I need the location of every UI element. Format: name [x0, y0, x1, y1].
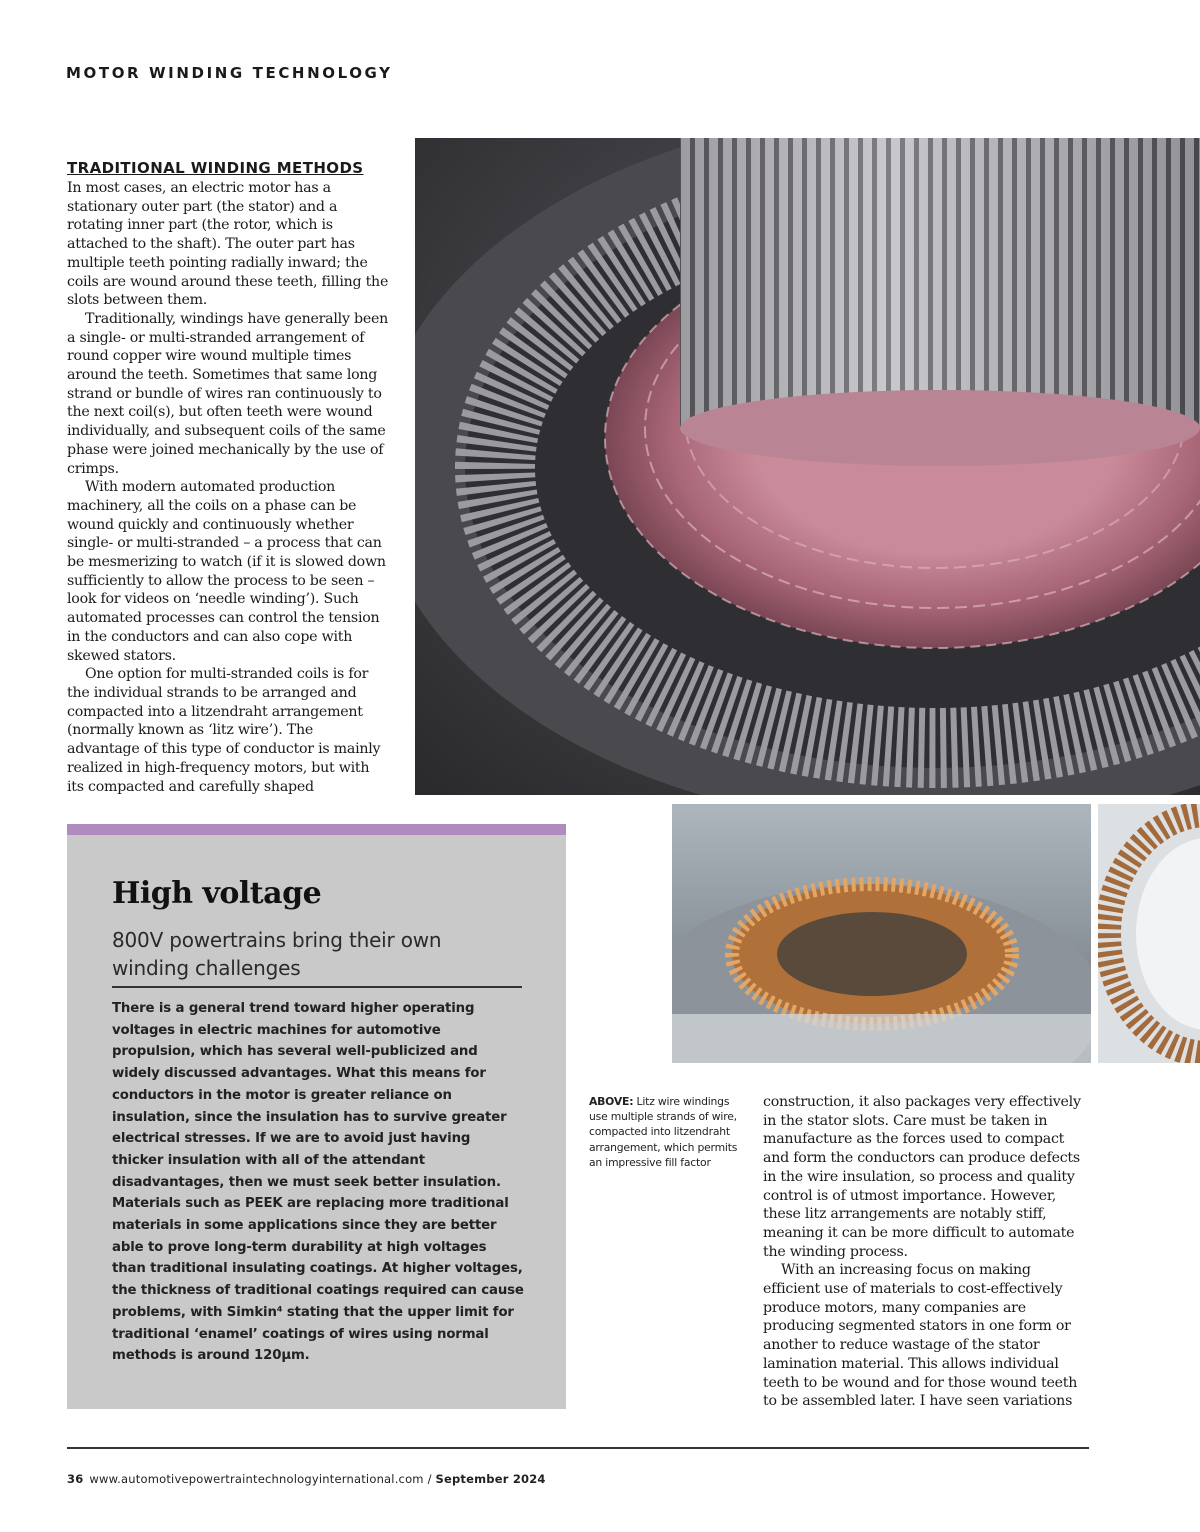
article-subheading: TRADITIONAL WINDING METHODS [67, 159, 364, 177]
footer-url[interactable]: www.automotivepowertraintechnologyinternational.com [89, 1472, 424, 1486]
sidebar-accent-bar [67, 824, 566, 835]
sidebar-title: High voltage [112, 876, 322, 911]
footer-divider [67, 1447, 1089, 1449]
stator-detail-photo [1098, 804, 1200, 1063]
page-number: 36 [67, 1472, 84, 1486]
article-paragraph: Traditionally, windings have generally been a single- or multi-stranded arrangement of round copper wire wound multiple times around the teeth. Sometimes that same long strand or bundle of wires ran continuously to the next coil(s), but often teeth were wound individually, and subsequent coils of the same phase were joined mechanically by the use of crimps. [67, 310, 389, 477]
article-paragraph: One option for multi-stranded coils is for the individual strands to be arranged and compacted into a litzendraht arrangement (normally known as ‘litz wire’). The advantage of this type of conductor is mainly realized in high-frequency motors, but with its compacted and carefully shaped [67, 666, 381, 795]
litz-wire-stator-illustration [672, 804, 1091, 1063]
article-paragraph: With an increasing focus on making efficient use of materials to cost-effectively produce motors, many companies are producing segmented stators in one form or another to reduce wastage of the stator lamination material. This allows individual teeth to be wound and for those wound teeth to be assembled later. I have seen variations [763, 1262, 1078, 1410]
article-column-left [67, 158, 389, 796]
section-header: MOTOR WINDING TECHNOLOGY [66, 64, 393, 82]
sidebar-body: There is a general trend toward higher operating voltages in electric machines for automotive propulsion, which has several well-publicized and widely discussed advantages. What this means for conductors in the motor is greater reliance on insulation, since the insulation has to survive greater electrical stresses. If we are to avoid just having thicker insulation with all of the attendant disadvantages, then we must seek better insulation. Materials such as PEEK are replacing more traditional materials in some applications since they are better able to prove long-term durability at high voltages than traditional insulating coatings. At higher voltages, the thickness of traditional coatings required can cause problems, with Simkin⁴ stating that the upper limit for traditional ‘enamel’ coatings of wires using normal methods is around 120μm. [112, 1001, 524, 1364]
issue-date: September 2024 [435, 1472, 546, 1486]
litz-wire-stator-photo [672, 804, 1091, 1063]
sidebar-divider [112, 986, 522, 988]
photo-caption [589, 1094, 749, 1170]
article-column-right [763, 1093, 1089, 1411]
stator-detail-illustration [1098, 804, 1200, 1063]
caption-label: ABOVE: [589, 1095, 634, 1108]
stator-windings-illustration [415, 138, 1200, 795]
sidebar-standfirst: 800V powertrains bring their own winding challenges [112, 928, 442, 980]
caption-text: Litz wire windings use multiple strands of wire, compacted into litzendraht arrangement, which permits an impressive fill factor [589, 1095, 738, 1169]
footer-separator: / [423, 1472, 436, 1486]
article-paragraph: construction, it also packages very effectively in the stator slots. Care must be taken in manufacture as the forces used to compact and form the conductors can produce defects in the wire insulation, so process and quality control is of utmost importance. However, these litz arrangements are notably stiff, meaning it can be more difficult to automate the winding process. [763, 1094, 1081, 1260]
stator-windings-photo [415, 138, 1200, 795]
page-footer [67, 1472, 546, 1486]
article-paragraph: With modern automated production machinery, all the coils on a phase can be wound quickly and continuously whether single- or multi-stranded – a process that can be mesmerizing to watch (if it is slowed down sufficiently to allow the process to be seen – look for videos on ‘needle winding’). Such automated processes can control the tension in the conductors and can also cope with skewed stators. [67, 479, 386, 664]
high-voltage-sidebar [67, 824, 566, 1409]
article-paragraph: In most cases, an electric motor has a stationary outer part (the stator) and a rotating inner part (the rotor, which is attached to the shaft). The outer part has multiple teeth pointing radially inward; the coils are wound around these teeth, filling the slots between them. [67, 180, 389, 309]
